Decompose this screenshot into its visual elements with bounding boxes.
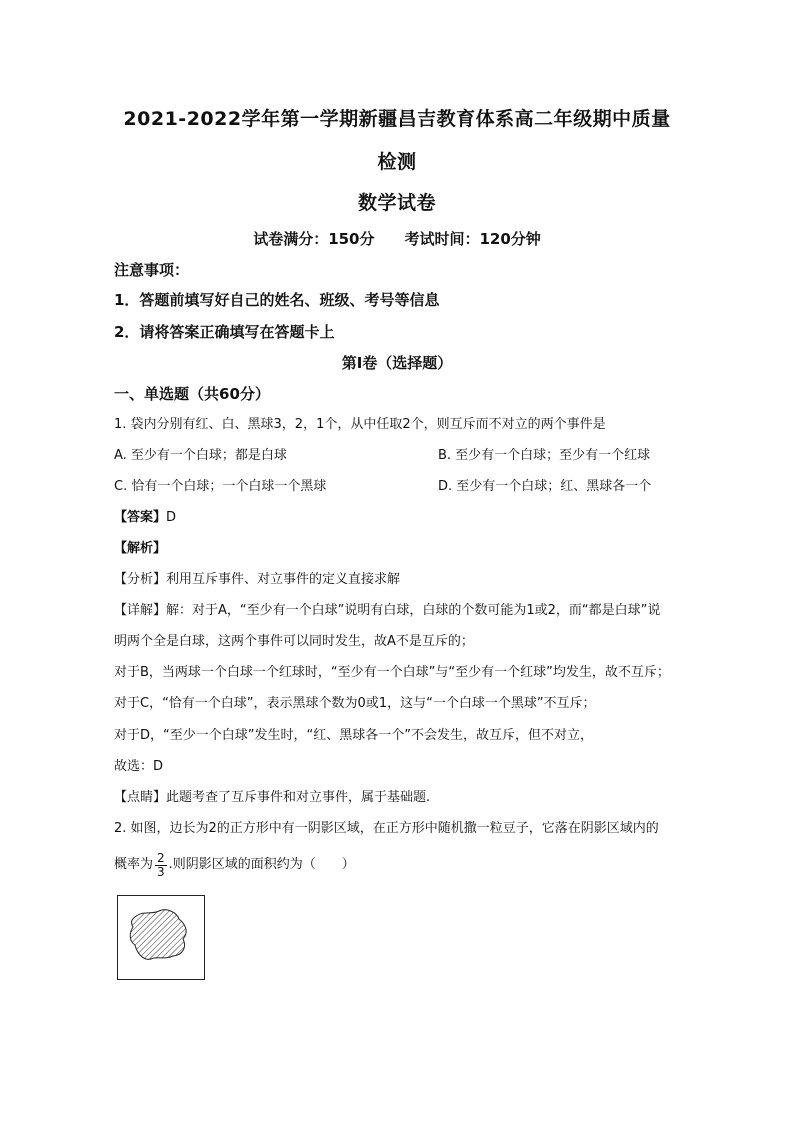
answer-value: D — [166, 510, 177, 525]
subject-title: 数学试卷 — [357, 192, 436, 214]
shaded-region — [130, 910, 186, 960]
q1-select: 故选：D — [114, 759, 164, 774]
square-shaded-figure — [117, 895, 207, 981]
exam-title-line2: 检测 — [377, 151, 417, 173]
q1-detail-line1: 【详解】解：对于A，“至少有一个白球”说明有白球，白球的个数可能为1或2，而“都是白球”说 — [114, 603, 661, 618]
analysis-label: 【解析】 — [114, 541, 167, 556]
volume-heading: 第Ⅰ卷（选择题） — [341, 354, 453, 372]
q1-option-a: A. 至少有一个白球；都是白球 — [114, 448, 287, 463]
q2-line1: 2. 如图，边长为2的正方形中有一阴影区域，在正方形中随机撒一粒豆子，它落在阴影区域内的 — [114, 821, 659, 836]
q2-line2-prefix: 概率为 — [114, 857, 154, 872]
probability-fraction — [155, 852, 167, 879]
q1-detail-line3: 对于B，当两球一个白球一个红球时，“至少有一个白球”与“至少有一个红球”均发生，故不互斥； — [114, 665, 670, 680]
notice-heading: 注意事项： — [114, 261, 190, 279]
q1-fenxi: 【分析】利用互斥事件、对立事件的定义直接求解 — [114, 572, 401, 587]
q1-option-b: B. 至少有一个白球；至少有一个红球 — [438, 448, 651, 463]
fraction-numerator: 2 — [157, 850, 165, 865]
q1-comment: 【点睛】此题考查了互斥事件和对立事件，属于基础题. — [114, 790, 431, 805]
exam-title-line1: 2021-2022学年第一学期新疆昌吉教育体系高二年级期中质量 — [123, 108, 671, 130]
exam-meta: 试卷满分：150分 考试时间：120分钟 — [253, 230, 541, 248]
notice-item-2: 2．请将答案正确填写在答题卡上 — [114, 323, 335, 341]
notice-item-1: 1．答题前填写好自己的姓名、班级、考号等信息 — [114, 291, 440, 309]
fraction-denominator: 3 — [157, 864, 165, 879]
q1-detail-line4: 对于C，“恰有一个白球”，表示黑球个数为0或1，这与“一个白球一个黑球”不互斥； — [114, 696, 596, 711]
q1-detail-line2: 明两个全是白球，这两个事件可以同时发生，故A不是互斥的； — [114, 634, 474, 649]
q1-option-d: D. 至少有一个白球；红、黑球各一个 — [438, 479, 652, 494]
q1-stem: 1. 袋内分别有红、白、黑球3，2，1个，从中任取2个，则互斥而不对立的两个事件是 — [114, 417, 606, 432]
section-heading: 一、单选题（共60分） — [114, 385, 270, 403]
q1-detail-line5: 对于D，“至少一个白球”发生时，“红、黑球各一个”不会发生，故互斥，但不对立， — [114, 728, 593, 743]
q2-line2-suffix: .则阴影区域的面积约为（ ） — [168, 857, 355, 872]
q2-line2 — [114, 846, 355, 884]
q1-option-c: C. 恰有一个白球；一个白球一个黑球 — [114, 479, 327, 494]
answer-label: 【答案】 — [114, 510, 167, 525]
q1-answer — [114, 509, 176, 527]
